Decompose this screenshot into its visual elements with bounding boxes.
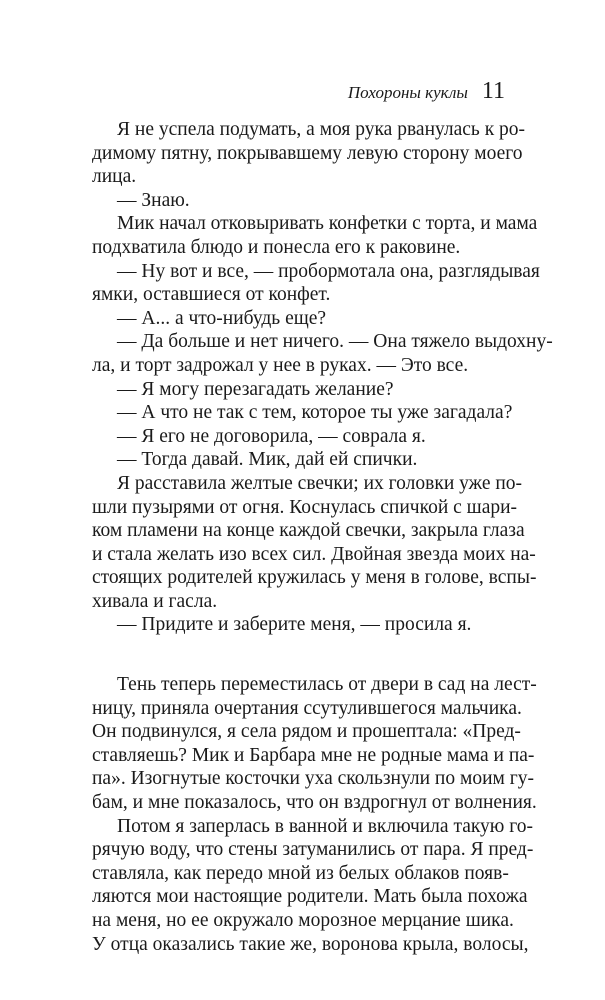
text-line: — Я его не договорила, — соврала я. bbox=[117, 425, 426, 447]
paragraph bbox=[92, 472, 537, 614]
text-line: Он подвинулся, я села рядом и прошептала: «Пред- bbox=[92, 721, 521, 743]
paragraph bbox=[92, 448, 506, 472]
text-line: на меня, но ее окружало морозное мерцание шика. bbox=[92, 910, 514, 931]
text-line: и стала желать изо всех сил. Двойная звезда моих на- bbox=[92, 543, 536, 565]
text-line: ставляла, как передо мной из белых облаков появ- bbox=[92, 862, 509, 884]
text-line: — А... а что-нибудь еще? bbox=[117, 307, 327, 329]
text-line: рячую воду, что стены затуманились от пара. Я пред- bbox=[92, 839, 534, 861]
text-line: У отца оказались такие же, воронова крыла, волосы, bbox=[92, 933, 529, 955]
paragraph bbox=[92, 673, 537, 815]
text-line: — Да больше и нет ничего. — Она тяжело выдохну- bbox=[117, 331, 553, 353]
text-line: ла, и торт задрожал у нее в руках. — Это все. bbox=[92, 354, 469, 376]
text-line: Я расставила желтые свечки; их головки уже по- bbox=[117, 472, 523, 494]
chapter-title: Похороны куклы bbox=[347, 83, 468, 102]
section-break bbox=[92, 637, 506, 673]
text-line: — Знаю. bbox=[117, 189, 190, 211]
text-line: ставляешь? Мик и Барбара мне не родные мама и па- bbox=[92, 744, 535, 766]
text-line: бам, и мне показалось, что он вздрогнул от волнения. bbox=[92, 792, 537, 814]
text-line: — Я могу перезагадать желание? bbox=[117, 378, 394, 400]
text-line: Потом я заперлась в ванной и включила такую го- bbox=[117, 815, 534, 837]
text-line: — Тогда давай. Мик, дай ей спички. bbox=[117, 449, 418, 471]
text-line: Мик начал отковыривать конфетки с торта, и мама bbox=[117, 213, 538, 235]
paragraph bbox=[92, 307, 506, 331]
text-line: ком пламени на конце каждой свечки, закрыла глаза bbox=[92, 520, 525, 542]
text-line: стоящих родителей кружилась у меня в голове, вспы- bbox=[92, 567, 537, 589]
text-line: ницу, приняла очертания ссутулившегося мальчика. bbox=[92, 697, 522, 719]
paragraph bbox=[92, 212, 538, 259]
paragraph bbox=[92, 613, 506, 637]
text-line: — Придите и заберите меня, — просила я. bbox=[117, 614, 472, 636]
text-line: — Ну вот и все, — пробормотала она, разглядывая bbox=[117, 260, 540, 282]
paragraph bbox=[92, 118, 526, 189]
text-line: па». Изогнутые косточки уха скользнули по моим гу- bbox=[92, 768, 534, 790]
paragraph bbox=[92, 401, 513, 425]
text-line: подхватила блюдо и понесла его к раковине. bbox=[92, 236, 461, 258]
paragraph bbox=[92, 189, 506, 213]
text-line: шли пузырями от огня. Коснулась спичкой с шари- bbox=[92, 496, 518, 518]
paragraph bbox=[92, 260, 540, 307]
text-line: ямки, оставшиеся от конфет. bbox=[92, 284, 331, 306]
paragraph bbox=[92, 378, 506, 402]
paragraph bbox=[92, 815, 534, 957]
page-number: 11 bbox=[481, 78, 505, 104]
text-line: — А что не так с тем, которое ты уже загадала? bbox=[117, 402, 513, 424]
text-line: ляются мои настоящие родители. Мать была похожа bbox=[92, 886, 528, 908]
text-line: лица. bbox=[92, 166, 137, 188]
text-line: хивала и гасла. bbox=[92, 590, 218, 612]
body-text bbox=[92, 118, 553, 956]
paragraph bbox=[92, 330, 553, 377]
text-line: Тень теперь переместилась от двери в сад на лест- bbox=[117, 674, 537, 696]
paragraph bbox=[92, 425, 506, 449]
running-head bbox=[348, 78, 505, 105]
text-line: димому пятну, покрывавшему левую сторону моего bbox=[92, 142, 523, 164]
text-line: Я не успела подумать, а моя рука рванулась к ро- bbox=[117, 119, 526, 140]
